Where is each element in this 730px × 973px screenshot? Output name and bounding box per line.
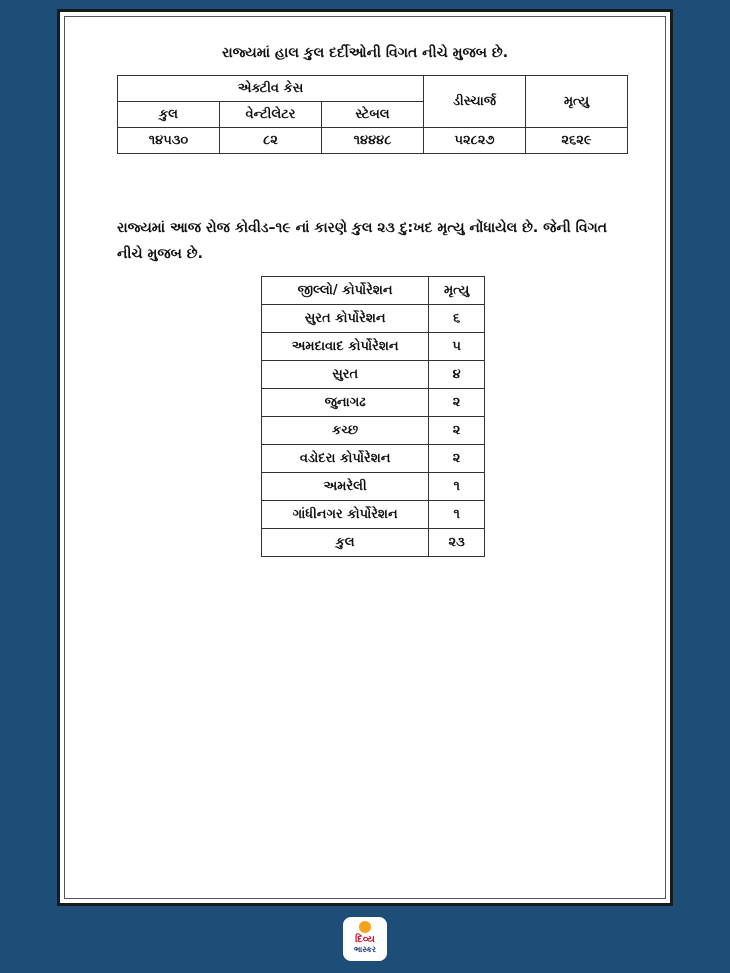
district-name: ગાંધીનગર કોર્પોરેશન: [262, 501, 429, 529]
table-row: [262, 417, 485, 445]
sun-dot-icon: [359, 921, 371, 933]
table-row: [262, 445, 485, 473]
table-row: [262, 305, 485, 333]
deaths-paragraph: રાજ્યમાં આજ રોજ કોવીડ–૧૯ નાં કારણે કુલ ૨૩ દુ:ખદ મૃત્યુ નોંધાયેલ છે. જેની વિગત નીચે મુજબ છે.: [117, 220, 608, 262]
district-name: સુરત: [262, 361, 429, 389]
active-cases-header: એક્ટીવ કેસ: [118, 76, 424, 102]
page-title: રાજ્યમાં હાલ કુલ દર્દીઓની વિગત નીચે મુજબ છે.: [221, 45, 509, 61]
district-deaths: ૨: [429, 417, 485, 445]
discharge-header: ડીસ્ચાર્જ: [424, 76, 526, 128]
district-header: જીલ્લો/ કોર્પોરેશન: [262, 277, 429, 305]
logo-line2: ભાસ્કર: [353, 945, 377, 954]
stable-value: ૧૪૪૪૮: [322, 128, 424, 154]
table-row: [262, 501, 485, 529]
total-label: કુલ: [262, 529, 429, 557]
district-name: સુરત કોર્પોરેશન: [262, 305, 429, 333]
total-header: કુલ: [118, 102, 220, 128]
district-name: અમરેલી: [262, 473, 429, 501]
district-deaths: ૧: [429, 473, 485, 501]
ventilator-header: વેન્ટીલેટર: [220, 102, 322, 128]
total-deaths: ૨૩: [429, 529, 485, 557]
logo-line1: દિવ્ય: [355, 934, 375, 945]
district-deaths: ૪: [429, 361, 485, 389]
district-name: અમદાવાદ કોર્પોરેશન: [262, 333, 429, 361]
district-deaths: ૨: [429, 445, 485, 473]
district-name: જુનાગઢ: [262, 389, 429, 417]
divya-bhaskar-logo: [343, 917, 387, 961]
table-row: [262, 473, 485, 501]
deaths-value: ૨૬૨૯: [526, 128, 628, 154]
district-deaths-table: [261, 276, 485, 557]
district-deaths: ૧: [429, 501, 485, 529]
stable-header: સ્ટેબલ: [322, 102, 424, 128]
deaths-header: મૃત્યુ: [526, 76, 628, 128]
total-row: [262, 529, 485, 557]
table-row: [262, 361, 485, 389]
district-deaths: ૫: [429, 333, 485, 361]
summary-table: [117, 75, 628, 154]
district-name: કચ્છ: [262, 417, 429, 445]
district-deaths: ૬: [429, 305, 485, 333]
district-name: વડોદરા કોર્પોરેશન: [262, 445, 429, 473]
ventilator-value: ૮૨: [220, 128, 322, 154]
sheet-inner-border: [64, 16, 666, 899]
table-row: [262, 389, 485, 417]
district-deaths: ૨: [429, 389, 485, 417]
district-deaths-header: મૃત્યુ: [429, 277, 485, 305]
total-value: ૧૪૫૩૦: [118, 128, 220, 154]
table-row: [262, 333, 485, 361]
discharge-value: ૫૨૮૨૭: [424, 128, 526, 154]
document-sheet: [57, 9, 673, 906]
